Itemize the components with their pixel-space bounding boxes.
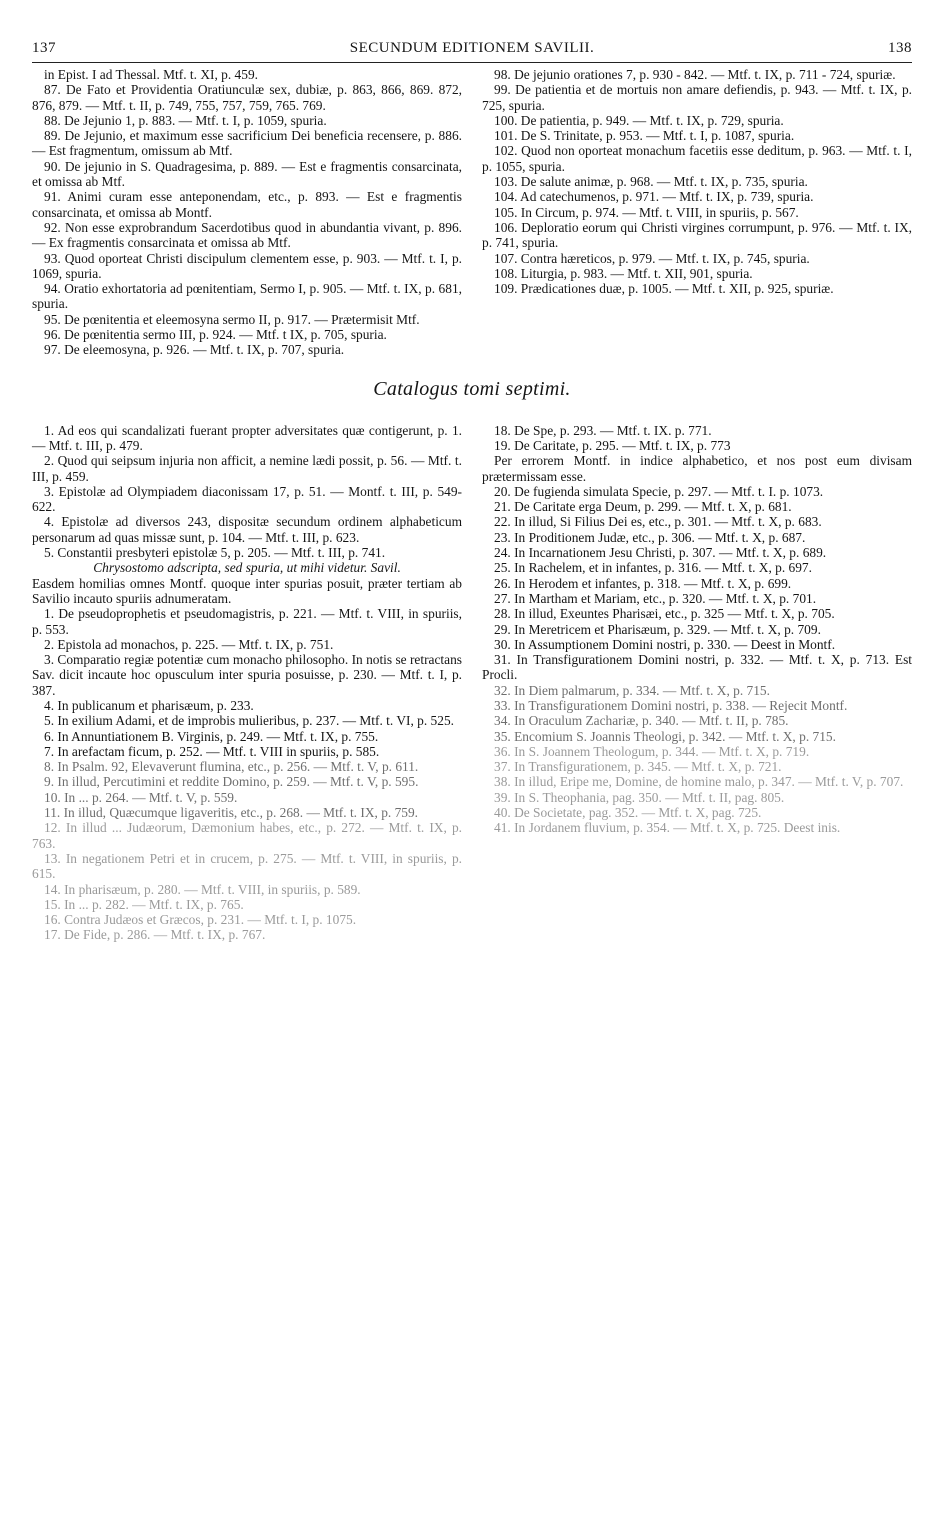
- catalog-entry: 94. Oratio exhortatoria ad pœnitentiam, Sermo I, p. 905. — Mtf. t. IX, p. 681, spuria.: [32, 281, 462, 312]
- bottom-section: [32, 423, 912, 943]
- catalog-entry: 22. In illud, Si Filius Dei es, etc., p. 301. — Mtf. t. X, p. 683.: [494, 514, 822, 530]
- page-number-left: 137: [32, 40, 56, 56]
- catalog-entry: 3. Epistolæ ad Olympiadem diaconissam 17, p. 51. — Montf. t. III, p. 549-622.: [32, 483, 462, 515]
- catalog-entry: 109. Prædicationes duæ, p. 1005. — Mtf. t. XII, p. 925, spuriæ.: [494, 281, 834, 297]
- catalog-entry: 28. In illud, Exeuntes Pharisæi, etc., p. 325 — Mtf. t. X, p. 705.: [494, 606, 835, 622]
- catalog-entry: 34. In Oraculum Zachariæ, p. 340. — Mtf. t. II, p. 785.: [494, 713, 789, 729]
- catalog-entry: 13. In negationem Petri et in crucem, p. 275. — Mtf. t. VIII, in spuriis, p. 615.: [32, 850, 462, 882]
- catalog-entry: 106. Deploratio eorum qui Christi virgines corrumpunt, p. 976. — Mtf. t. IX, p. 741, spuria.: [482, 219, 912, 251]
- catalog-entry: 97. De eleemosyna, p. 926. — Mtf. t. IX, p. 707, spuria.: [44, 342, 345, 358]
- catalog-entry: 108. Liturgia, p. 983. — Mtf. t. XII, 901, spuria.: [494, 265, 753, 281]
- catalog-entry: 12. In illud ... Judæorum, Dæmonium habes, etc., p. 272. — Mtf. t. IX, p. 763.: [32, 820, 462, 851]
- catalog-heading: Catalogus tomi septimi.: [373, 377, 571, 400]
- catalog-entry: 6. In Annuntiationem B. Virginis, p. 249. — Mtf. t. IX, p. 755.: [44, 728, 379, 744]
- catalog-entry: 16. Contra Judæos et Græcos, p. 231. — Mtf. t. I, p. 1075.: [44, 912, 357, 928]
- catalog-entry: 17. De Fide, p. 286. — Mtf. t. IX, p. 767.: [44, 927, 266, 943]
- catalog-entry: 4. In publicanum et pharisæum, p. 233.: [44, 697, 254, 713]
- catalog-entry: 37. In Transfigurationem, p. 345. — Mtf. t. X, p. 721.: [494, 759, 782, 775]
- catalog-entry: 32. In Diem palmarum, p. 334. — Mtf. t. X, p. 715.: [494, 682, 770, 698]
- bottom-right-column: [482, 423, 912, 943]
- catalog-entry: 99. De patientia et de mortuis non amare defiendis, p. 943. — Mtf. t. IX, p. 725, spuria.: [482, 82, 912, 113]
- catalog-entry: 103. De salute animæ, p. 968. — Mtf. t. IX, p. 735, spuria.: [494, 174, 808, 190]
- running-header: [32, 36, 912, 63]
- catalog-entry: 88. De Jejunio 1, p. 883. — Mtf. t. I, p. 1059, spuria.: [44, 112, 327, 128]
- top-section: [32, 67, 912, 358]
- catalog-entry: 29. In Meretricem et Pharisæum, p. 329. — Mtf. t. X, p. 709.: [494, 621, 821, 637]
- bottom-left-entries-b: [32, 606, 462, 943]
- bottom-left-entries-a: [32, 423, 462, 561]
- catalog-entry: 10. In ... p. 264. — Mtf. t. V, p. 559.: [44, 789, 238, 805]
- catalog-entry: 93. Quod oporteat Christi discipulum clementem esse, p. 903. — Mtf. t. I, p. 1069, spuria.: [32, 250, 462, 281]
- catalog-entry: 7. In arefactam ficum, p. 252. — Mtf. t. VIII in spuriis, p. 585.: [44, 743, 380, 759]
- catalog-entry: 102. Quod non oporteat monachum facetiis esse deditum, p. 963. — Mtf. t. I, p. 1055, spuria.: [482, 143, 912, 174]
- catalog-entry: 96. De pœnitentia sermo III, p. 924. — Mtf. t IX, p. 705, spuria.: [44, 327, 387, 343]
- document-page: [32, 36, 912, 1526]
- catalog-entry: 40. De Societate, pag. 352. — Mtf. t. X, pag. 725.: [494, 805, 762, 821]
- catalog-entry: 2. Quod qui seipsum injuria non afficit, a nemine lædi possit, p. 56. — Mtf. t. III, p. 459.: [32, 453, 462, 484]
- catalog-entry: 1. Ad eos qui scandalizati fuerant propter adversitates quæ contigerunt, p. 1. — Mtf. t. III, p. 479.: [32, 422, 462, 453]
- catalog-entry: 38. In illud, Eripe me, Domine, de homine malo, p. 347. — Mtf. t. V, p. 707.: [494, 774, 904, 790]
- catalog-entry: 19. De Caritate, p. 295. — Mtf. t. IX, p. 773: [494, 437, 731, 453]
- catalog-entry: 9. In illud, Percutimini et reddite Domino, p. 259. — Mtf. t. V, p. 595.: [44, 774, 419, 790]
- spuria-heading: Chrysostomo adscripta, sed spuria, ut mihi videtur. Savil.: [93, 560, 401, 576]
- catalog-entry: 8. In Psalm. 92, Elevaverunt flumina, etc., p. 256. — Mtf. t. V, p. 611.: [44, 759, 419, 775]
- catalog-entry: 5. Constantii presbyteri epistolæ 5, p. 205. — Mtf. t. III, p. 741.: [44, 545, 386, 561]
- catalog-entry: 36. In S. Joannem Theologum, p. 344. — Mtf. t. X, p. 719.: [494, 743, 810, 759]
- top-left-column: [32, 67, 462, 358]
- catalog-entry: 35. Encomium S. Joannis Theologi, p. 342. — Mtf. t. X, p. 715.: [494, 728, 836, 744]
- spuria-note: Easdem homilias omnes Montf. quoque inter spurias posuit, præter tertiam ab Savilio incauto spuriis adnumeratam.: [32, 575, 462, 606]
- running-head-title: SECUNDUM EDITIONEM SAVILII.: [349, 40, 595, 56]
- catalog-entry: 87. De Fato et Providentia Oratiunculæ sex, dubiæ, p. 863, 866, 869. 872, 876, 879. — Mtf. t. II, p. 749, 755, 757, 759, 765. 769.: [32, 82, 462, 113]
- catalog-entry: 15. In ... p. 282. — Mtf. t. IX, p. 765.: [44, 896, 244, 912]
- catalog-entry: 30. In Assumptionem Domini nostri, p. 330. — Deest in Montf.: [494, 636, 836, 652]
- catalog-entry: 5. In exilium Adami, et de improbis mulieribus, p. 237. — Mtf. t. VI, p. 525.: [44, 713, 454, 729]
- page-number-right: 138: [888, 40, 912, 56]
- catalog-entry: 25. In Rachelem, et in infantes, p. 316. — Mtf. t. X, p. 697.: [494, 560, 812, 576]
- catalog-entry: 2. Epistola ad monachos, p. 225. — Mtf. t. IX, p. 751.: [44, 636, 334, 652]
- catalog-entry: 24. In Incarnationem Jesu Christi, p. 307. — Mtf. t. X, p. 689.: [494, 545, 827, 561]
- catalog-entry: 11. In illud, Quæcumque ligaveritis, etc., p. 268. — Mtf. t. IX, p. 759.: [44, 805, 419, 821]
- catalog-entry: 27. In Martham et Mariam, etc., p. 320. — Mtf. t. X, p. 701.: [494, 590, 817, 606]
- catalog-entry: 26. In Herodem et infantes, p. 318. — Mtf. t. X, p. 699.: [494, 575, 792, 591]
- catalog-entry: 39. In S. Theophania, pag. 350. — Mtf. t. II, pag. 805.: [494, 789, 785, 805]
- catalog-entry: 33. In Transfigurationem Domini nostri, p. 338. — Rejecit Montf.: [494, 697, 848, 713]
- catalog-entry: 41. In Jordanem fluvium, p. 354. — Mtf. t. X, p. 725. Deest inis.: [494, 820, 841, 836]
- catalog-entry: 95. De pœnitentia et eleemosyna sermo II, p. 917. — Prætermisit Mtf.: [44, 311, 420, 327]
- catalog-entry: 89. De Jejunio, et maximum esse sacrificium Dei beneficia recensere, p. 886. — Est fragmentum, omissum ab Mtf.: [32, 128, 462, 159]
- catalog-entry: 91. Animi curam esse anteponendam, etc., p. 893. — Est e fragmentis consarcinata, et omissa ab Montf.: [32, 189, 462, 220]
- catalog-entry: 21. De Caritate erga Deum, p. 299. — Mtf. t. X, p. 681.: [494, 499, 792, 515]
- catalog-entry: 23. In Proditionem Judæ, etc., p. 306. — Mtf. t. X, p. 687.: [494, 529, 806, 545]
- catalog-entry: 31. In Transfigurationem Domini nostri, p. 332. — Mtf. t. X, p. 713. Est Procli.: [482, 652, 912, 683]
- catalog-entry: 105. In Circum, p. 974. — Mtf. t. VIII, in spuriis, p. 567.: [494, 204, 799, 220]
- catalog-entry: 107. Contra hæreticos, p. 979. — Mtf. t. IX, p. 745, spuria.: [494, 250, 810, 266]
- catalog-entry: 20. De fugienda simulata Specie, p. 297. — Mtf. t. I. p. 1073.: [494, 483, 824, 499]
- catalog-entry: in Epist. I ad Thessal. Mtf. t. XI, p. 459.: [44, 67, 258, 82]
- catalog-entry: 100. De patientia, p. 949. — Mtf. t. IX, p. 729, spuria.: [494, 112, 784, 128]
- catalog-entry: 98. De jejunio orationes 7, p. 930 - 842. — Mtf. t. IX, p. 711 - 724, spuriæ.: [494, 67, 896, 82]
- catalog-entry: 104. Ad catechumenos, p. 971. — Mtf. t. IX, p. 739, spuria.: [494, 189, 814, 205]
- catalog-entry: 14. In pharisæum, p. 280. — Mtf. t. VIII, in spuriis, p. 589.: [44, 881, 361, 897]
- catalog-entry: 101. De S. Trinitate, p. 953. — Mtf. t. I, p. 1087, spuria.: [494, 128, 795, 144]
- catalog-entry: 90. De jejunio in S. Quadragesima, p. 889. — Est e fragmentis consarcinata, et omissa ab Mtf.: [32, 158, 462, 190]
- catalog-entry: 3. Comparatio regiæ potentiæ cum monacho philosopho. In notis se retractans Sav. dicit incaute hoc opusculum inter spuria posuisse, p. 230. — Mtf. t. I, p. 387.: [32, 652, 463, 698]
- catalog-entry: 18. De Spe, p. 293. — Mtf. t. IX. p. 771.: [494, 422, 712, 438]
- catalog-entry: 92. Non esse exprobrandum Sacerdotibus quod in abundantia vivant, p. 896. — Ex fragmentis consarcinata et omissa ab Mtf.: [32, 219, 462, 251]
- bottom-left-column: [32, 423, 462, 943]
- catalog-entry: 4. Epistolæ ad diversos 243, dispositæ secundum ordinem alphabeticum personarum ad quas missæ sunt, p. 104. — Mtf. t. III, p. 623.: [32, 514, 462, 545]
- top-right-column: [482, 67, 912, 358]
- catalog-entry: 1. De pseudoprophetis et pseudomagistris, p. 221. — Mtf. t. VIII, in spuriis, p. 553.: [32, 606, 462, 637]
- catalog-entry: Per errorem Montf. in indice alphabetico, et nos post eum divisam prætermissam esse.: [482, 453, 912, 484]
